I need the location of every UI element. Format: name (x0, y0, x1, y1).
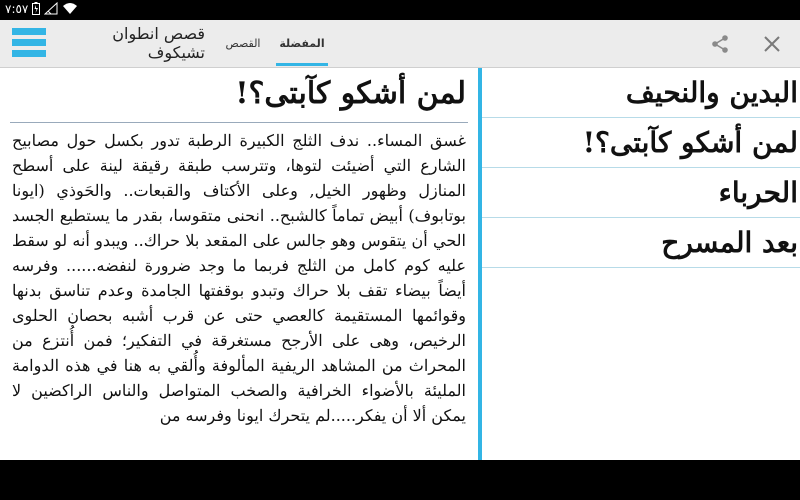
story-reader[interactable] (0, 68, 478, 460)
favorites-list (482, 68, 800, 268)
navigation-bar (0, 460, 800, 500)
action-bar (0, 20, 800, 68)
battery-icon (32, 2, 40, 15)
app-title: قصص انطوان تشيكوف (112, 24, 205, 62)
share-icon (710, 34, 730, 54)
signal-icon (44, 2, 58, 15)
close-button[interactable] (756, 30, 788, 58)
close-icon (763, 35, 781, 53)
story-title: لمن أشكو كآبتى؟! (235, 76, 466, 111)
app-menu-icon[interactable] (10, 26, 48, 60)
title-divider (10, 122, 468, 123)
story-text: غسق المساء.. ندف الثلج الكبيرة الرطبة تدور بكسل حول مصابيح الشارع التي أضيئت لتوها، وتترسب طبقة رقيقة لينة على أسطح المنازل وظهور الخيل, وعلى الأكتاف والقبعات.. والحَوذي (ايونا بوتابوف) أبيض تماماً كالشبح.. انحنى متقوسا، بقدر ما يستطيع الجسد الحي أن يتقوس وهو جالس على المقعد بلا حراك.. ويبدو أنه لو سقط عليه كوم كامل من الثلج فربما ما وجد ضرورة لنفضه...... وفرسه أيضاً بيضاء تقف بلا حراك وتبدو بوقفتها الجامدة وعدم تناسق بدنها وقوائمها المستقيمة كالعصي حتى عن قرب أشبه بحصان الحلوى الرخيص، وهى على الأرجح مستغرقة في التفكير؛ فمن أُنتزع من المحراث من المشاهد الريفية المألوفة وأُلقي به هنا في هذه الدوامة المليئة بالأضواء الخرافية والصخب المتواصل والناس الراكضين لا يمكن ألا أن يفكر.....لم يتحرك ايونا وفرسه من (12, 131, 466, 425)
list-item[interactable]: لمن أشكو كآبتى؟! (482, 118, 800, 168)
status-bar (0, 0, 800, 20)
list-item[interactable]: البدين والنحيف (482, 68, 800, 118)
share-button[interactable] (704, 30, 736, 58)
tab-favorites[interactable]: المفضلة (272, 20, 332, 66)
list-icon (10, 26, 48, 60)
wifi-icon (62, 2, 78, 15)
status-time: ٧:٥٧ (5, 2, 29, 16)
list-item[interactable]: الحرباء (482, 168, 800, 218)
tab-stories[interactable]: القصص (225, 36, 261, 50)
list-item[interactable]: بعد المسرح (482, 218, 800, 268)
status-icons (32, 2, 78, 15)
favorites-list-pane (482, 68, 800, 460)
